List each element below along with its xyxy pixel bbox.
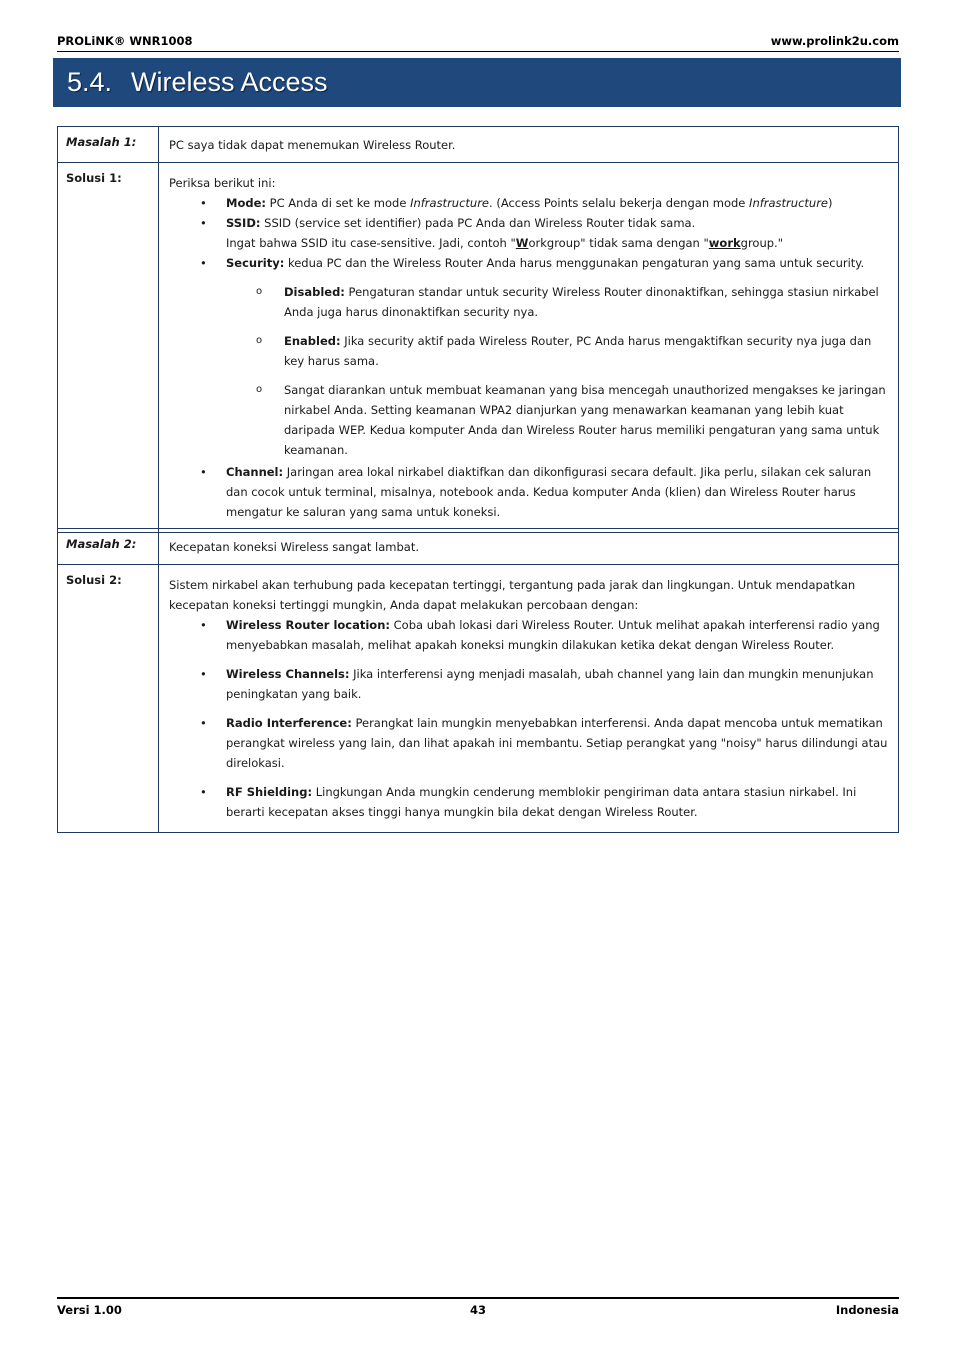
sub-item-disabled: o Disabled: Pengaturan standar untuk security Wireless Router dinonaktifkan, sehingga stasiun nirkabel Anda juga harus dinonaktifkan security nya.	[284, 282, 888, 322]
problem-2-table	[57, 528, 899, 833]
sub-item-recommendation: o Sangat diarankan untuk membuat keamanan yang bisa mencegah unauthorized mengakses ke jaringan nirkabel Anda. Setting keamanan WPA2 dianjurkan yang menawarkan keamanan yang lebih kuat daripada WEP. Kedua komputer Anda dan Wireless Router harus memiliki pengaturan yang sama untuk keamanan.	[284, 380, 888, 460]
problem-2-text: Kecepatan koneksi Wireless sangat lambat.	[159, 529, 899, 565]
problem-1-label: Masalah 1:	[58, 127, 159, 163]
solution-1-body	[159, 163, 899, 533]
problem-1-text: PC saya tidak dapat menemukan Wireless Router.	[159, 127, 899, 163]
solution-2-intro: Sistem nirkabel akan terhubung pada kecepatan tertinggi, tergantung pada jarak dan lingkungan. Untuk mendapatkan kecepatan koneksi tertinggi mungkin, Anda dapat melakukan percobaan dengan:	[169, 578, 856, 612]
section-banner	[53, 58, 901, 107]
solution-1-intro: Periksa berikut ini:	[169, 176, 276, 190]
footer-version: Versi 1.00	[57, 1303, 122, 1317]
problem-1-table	[57, 126, 899, 533]
list-item-router-location: • Wireless Router location: Coba ubah lokasi dari Wireless Router. Untuk melihat apakah interferensi radio yang menyebabkan masalah, melihat apakah koneksi mungkin dilakukan ketika dekat dengan Wireless Router.	[226, 615, 888, 655]
list-item-security: • Security: kedua PC dan the Wireless Router Anda harus menggunakan pengaturan yang sama untuk security. o Disabled: Pengaturan standar untuk security Wireless Router dinonaktifkan, sehingga stasiun nirkabel Anda juga harus dinonaktifkan security nya. o Enabled: Jika security aktif pada Wireless Router, PC Anda harus mengaktifkan security nya juga dan key harus sama. o Sangat diarankan untuk membuat keamanan yang bisa mencegah unauthorized mengakses ke jaringan nirkabel Anda. Setting keamanan WPA2 dianjurkan yang menawarkan keamanan yang lebih kuat daripada WEP. Kedua komputer Anda dan Wireless Router harus memiliki pengaturan yang sama untuk keamanan.	[226, 253, 888, 460]
list-item-mode: • Mode: PC Anda di set ke mode Infrastructure. (Access Points selalu bekerja dengan mode Infrastructure)	[226, 193, 888, 213]
solution-2-body	[159, 565, 899, 833]
solution-1-label: Solusi 1:	[58, 163, 159, 533]
list-item-radio-interference: • Radio Interference: Perangkat lain mungkin menyebabkan interferensi. Anda dapat mencoba untuk mematikan perangkat wireless yang lain, dan lihat apakah ini membantu. Setiap perangkat yang "noisy" harus dilindungi atau direlokasi.	[226, 713, 888, 773]
footer-page-number: 43	[469, 1303, 486, 1317]
list-item-ssid: • SSID: SSID (service set identifier) pada PC Anda dan Wireless Router tidak sama. Ingat bahwa SSID itu case-sensitive. Jadi, contoh "Workgroup" tidak sama dengan "workgroup."	[226, 213, 888, 253]
header-website: www.prolink2u.com	[770, 34, 899, 48]
page-footer	[57, 1297, 899, 1319]
section-number: 5.4.	[67, 67, 113, 97]
solution-2-label: Solusi 2:	[58, 565, 159, 833]
header-product: PROLiNK® WNR1008	[57, 34, 193, 48]
problem-2-label: Masalah 2:	[58, 529, 159, 565]
list-item-wireless-channels: • Wireless Channels: Jika interferensi ayng menjadi masalah, ubah channel yang lain dan mungkin menunjukan peningkatan yang baik.	[226, 664, 888, 704]
list-item-rf-shielding: • RF Shielding: Lingkungan Anda mungkin cenderung memblokir pengiriman data antara stasiun nirkabel. Ini berarti kecepatan akses tinggi hanya mungkin bila dekat dengan Wireless Router.	[226, 782, 888, 822]
footer-language: Indonesia	[835, 1303, 899, 1317]
list-item-channel: • Channel: Jaringan area lokal nirkabel diaktifkan dan dikonfigurasi secara default. Jika perlu, silakan cek saluran dan cocok untuk terminal, misalnya, notebook anda. Kedua komputer Anda (klien) dan Wireless Router harus mengatur ke saluran yang sama untuk koneksi.	[226, 462, 888, 522]
page-header	[57, 34, 899, 52]
sub-item-enabled: o Enabled: Jika security aktif pada Wireless Router, PC Anda harus mengaktifkan security nya juga dan key harus sama.	[284, 331, 888, 371]
section-title: Wireless Access	[131, 67, 328, 97]
